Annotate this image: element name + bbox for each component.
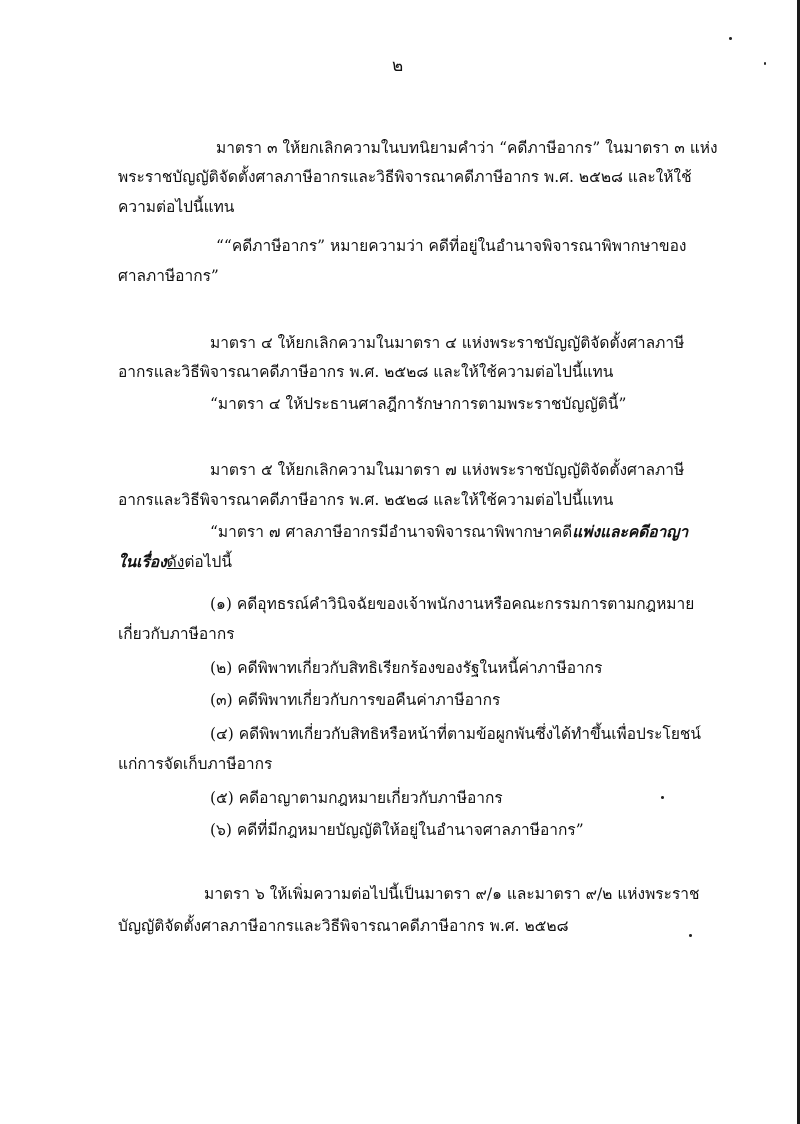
scan-speck — [729, 37, 732, 40]
section3-line1: มาตรา ๓ ให้ยกเลิกความในบทนิยามคำว่า “คดีภาษีอากร” ในมาตรา ๓ แห่ง — [216, 139, 718, 157]
section6-line2: บัญญัติจัดตั้งศาลภาษีอากรและวิธีพิจารณาคดีภาษีอากร พ.ศ. ๒๕๒๘ — [118, 917, 569, 935]
section5-quote-tail: ต่อไปนี้ — [184, 553, 232, 571]
section5-quote-line2 — [118, 552, 232, 572]
item-5: (๕) คดีอาญาตามกฎหมายเกี่ยวกับภาษีอากร — [210, 789, 503, 807]
item-4-line2: แก่การจัดเก็บภาษีอากร — [118, 755, 273, 773]
scan-speck — [661, 796, 664, 799]
section5-quote-underlined: ดัง — [166, 553, 185, 571]
section4-line1: มาตรา ๔ ให้ยกเลิกความในมาตรา ๔ แห่งพระราชบัญญัติจัดตั้งศาลภาษี — [210, 334, 685, 352]
item-1-line2: เกี่ยวกับภาษีอากร — [118, 625, 235, 643]
item-2: (๒) คดีพิพาทเกี่ยวกับสิทธิเรียกร้องของรัฐในหนี้ค่าภาษีอากร — [210, 659, 603, 677]
section5-quote-emphasis-2: ในเรื่อง — [118, 552, 167, 571]
item-1-line1: (๑) คดีอุทธรณ์คำวินิจฉัยของเจ้าพนักงานหรือคณะกรรมการตามกฎหมาย — [210, 595, 695, 613]
section5-line1: มาตรา ๕ ให้ยกเลิกความในมาตรา ๗ แห่งพระราชบัญญัติจัดตั้งศาลภาษี — [210, 461, 685, 479]
item-3: (๓) คดีพิพาทเกี่ยวกับการขอคืนค่าภาษีอากร — [210, 691, 501, 709]
section3-line2: พระราชบัญญัติจัดตั้งศาลภาษีอากรและวิธีพิจารณาคดีภาษีอากร พ.ศ. ๒๕๒๘ และให้ใช้ — [118, 168, 692, 186]
scan-speck — [764, 62, 766, 65]
scan-speck — [689, 934, 692, 937]
section5-quote-text: “มาตรา ๗ ศาลภาษีอากรมีอำนาจพิจารณาพิพากษาคดี — [210, 523, 573, 541]
section4-line2: อากรและวิธีพิจารณาคดีภาษีอากร พ.ศ. ๒๕๒๘ และให้ใช้ความต่อไปนี้แทน — [118, 363, 614, 381]
section5-quote-emphasis: แพ่งและคดีอาญา — [572, 522, 689, 541]
section5-line2: อากรและวิธีพิจารณาคดีภาษีอากร พ.ศ. ๒๕๒๘ และให้ใช้ความต่อไปนี้แทน — [118, 491, 614, 509]
section6-line1: มาตรา ๖ ให้เพิ่มความต่อไปนี้เป็นมาตรา ๙/๑ และมาตรา ๙/๒ แห่งพระราช — [204, 885, 700, 903]
page-number: ๒ — [392, 56, 404, 76]
section4-quote: “มาตรา ๔ ให้ประธานศาลฎีการักษาการตามพระราชบัญญัตินี้” — [210, 395, 627, 413]
section3-quote-line1: ““คดีภาษีอากร” หมายความว่า คดีที่อยู่ในอำนาจพิจารณาพิพากษาของ — [216, 237, 687, 255]
section5-quote-line1 — [210, 522, 688, 542]
section3-quote-line2: ศาลภาษีอากร” — [118, 267, 219, 285]
section3-line3: ความต่อไปนี้แทน — [118, 198, 235, 216]
item-4-line1: (๔) คดีพิพาทเกี่ยวกับสิทธิหรือหน้าที่ตามข้อผูกพันซึ่งได้ทำขึ้นเพื่อประโยชน์ — [210, 725, 702, 743]
item-6: (๖) คดีที่มีกฎหมายบัญญัติให้อยู่ในอำนาจศาลภาษีอากร” — [210, 821, 584, 839]
